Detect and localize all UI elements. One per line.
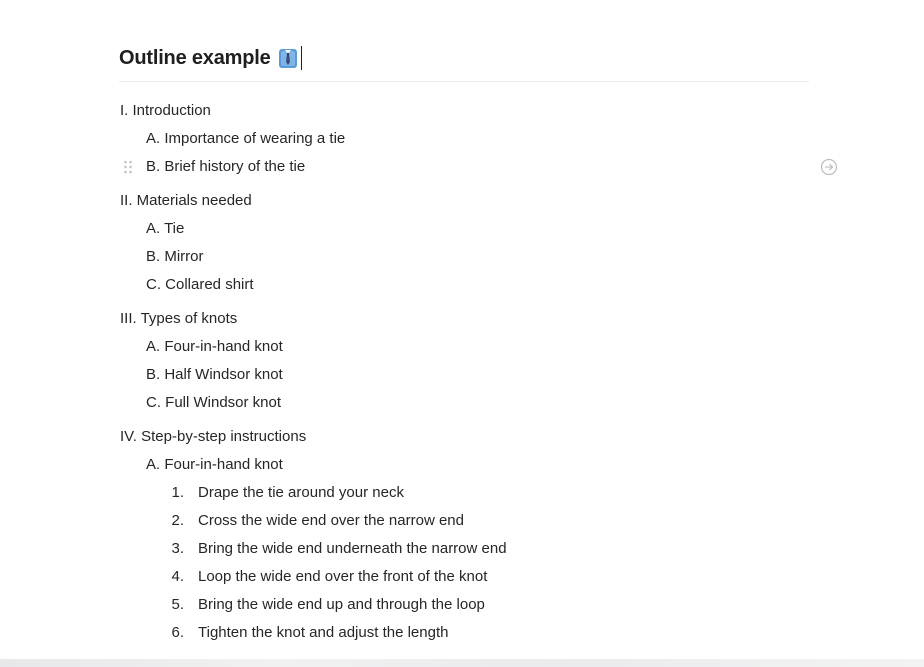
outline-item[interactable]: A. Tie (146, 220, 185, 237)
step-number: 1. (171, 484, 184, 501)
step-text[interactable]: Drape the tie around your neck (198, 484, 404, 501)
outline-item[interactable]: B. Mirror (146, 248, 204, 265)
page-title-text[interactable]: Outline example (119, 46, 271, 69)
outline-item[interactable]: B. Brief history of the tie (146, 158, 306, 175)
step-number: 6. (171, 624, 184, 641)
outline-item[interactable]: B. Half Windsor knot (146, 366, 283, 383)
step-number: 4. (171, 568, 184, 585)
step-text[interactable]: Cross the wide end over the narrow end (198, 512, 464, 529)
outline-heading-materials[interactable]: II. Materials needed (120, 192, 252, 209)
step-text[interactable]: Tighten the knot and adjust the length (198, 624, 449, 641)
title-divider (119, 81, 809, 82)
outline-heading-types[interactable]: III. Types of knots (120, 310, 238, 327)
outline-heading-instructions[interactable]: IV. Step-by-step instructions (120, 428, 307, 445)
step-number: 2. (171, 512, 184, 529)
step-text[interactable]: Bring the wide end underneath the narrow end (198, 540, 507, 557)
arrow-right-circle-icon[interactable] (820, 158, 838, 176)
step-text[interactable]: Loop the wide end over the front of the knot (198, 568, 488, 585)
outline-item[interactable]: A. Four-in-hand knot (146, 338, 283, 355)
step-text[interactable]: Bring the wide end up and through the loop (198, 596, 485, 613)
outline-heading-introduction[interactable]: I. Introduction (120, 102, 211, 119)
outline-item[interactable]: A. Importance of wearing a tie (146, 130, 346, 147)
outline-item[interactable]: C. Full Windsor knot (146, 394, 282, 411)
drag-handle-icon[interactable] (123, 160, 133, 174)
step-number: 3. (171, 540, 184, 557)
outline-item[interactable]: C. Collared shirt (146, 276, 254, 293)
necktie-shirt-icon (278, 47, 298, 69)
page-title[interactable] (119, 43, 302, 73)
outline-item[interactable]: A. Four-in-hand knot (146, 456, 283, 473)
bottom-edge (0, 659, 924, 667)
step-number: 5. (171, 596, 184, 613)
text-cursor (301, 46, 303, 70)
